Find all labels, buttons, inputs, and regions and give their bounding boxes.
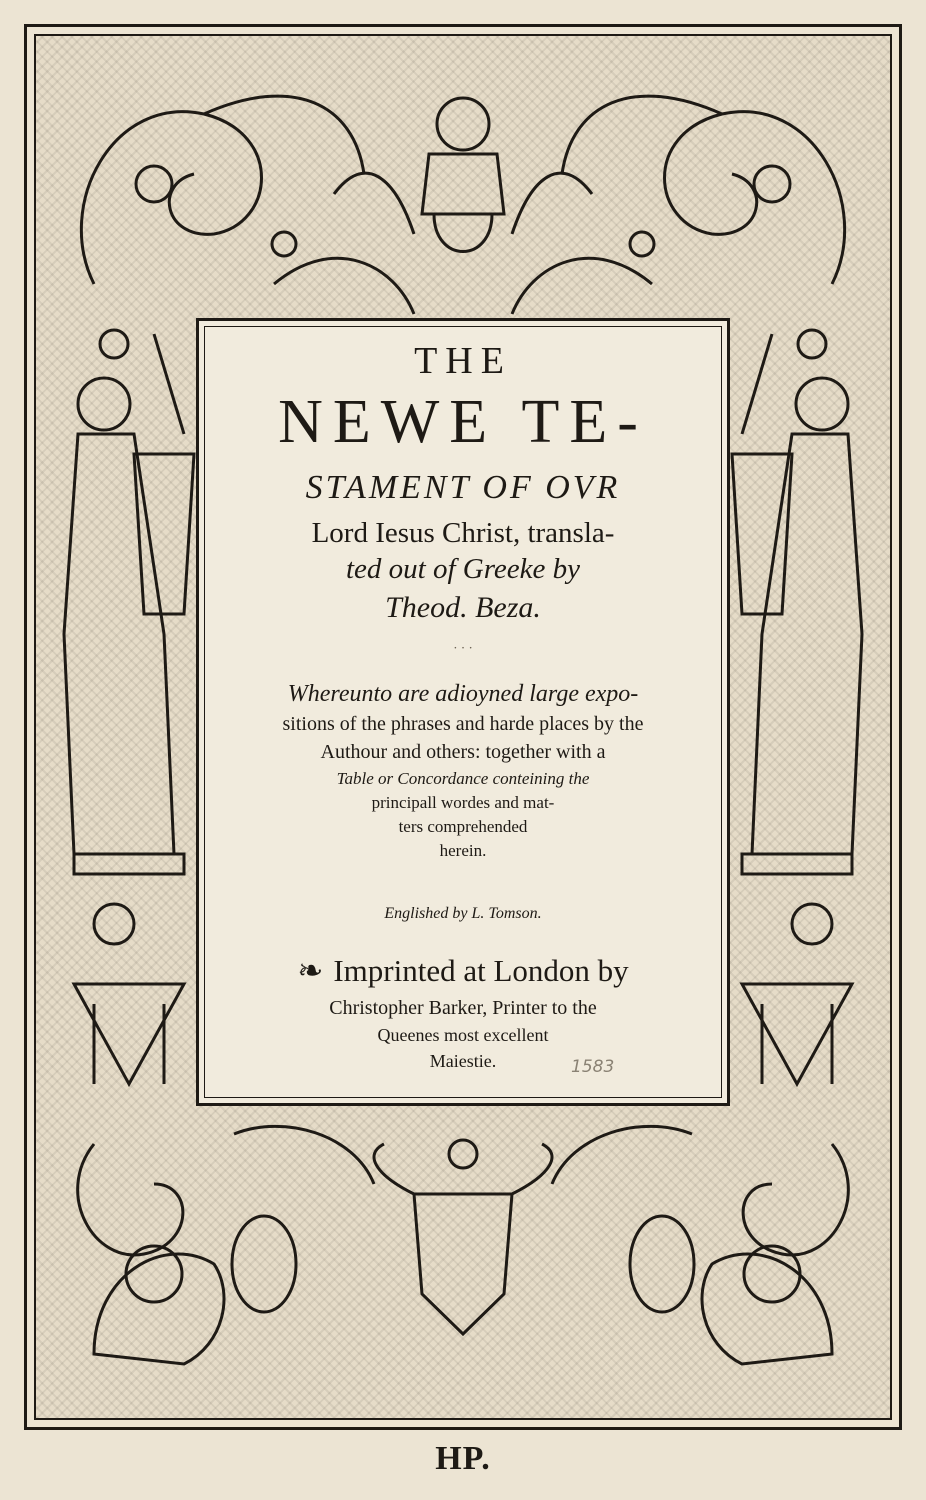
printer-line-queenes: Queenes most excellent <box>377 1025 549 1045</box>
imprint-text: Imprinted at London by <box>333 953 629 988</box>
subtitle-line-authour: Authour and others: together with a <box>320 741 606 763</box>
imprint-line <box>199 953 727 989</box>
title-text-panel <box>196 318 730 1106</box>
pencil-date-note: 1583 <box>571 1057 615 1077</box>
translator-line: Englished by L. Tomson. <box>384 905 542 922</box>
title-line-newe: NEWE TE- <box>278 388 648 456</box>
fleuron-icon: ❧ <box>297 953 324 988</box>
owner-monogram: HP. <box>435 1440 491 1477</box>
title-line-the: THE <box>414 340 512 382</box>
subtitle-line-ters: ters comprehended <box>398 817 528 836</box>
subtitle-line-table: Table or Concordance conteining the <box>336 769 590 788</box>
title-line-stament: STAMENT OF OVR <box>305 469 621 506</box>
subtitle-line-herein: herein. <box>439 841 487 860</box>
printer-line: Christopher Barker, Printer to the <box>329 997 597 1019</box>
title-line-lord: Lord Iesus Christ, transla- <box>311 517 615 549</box>
subtitle-line-principall: principall wordes and mat- <box>371 793 555 812</box>
subtitle-line-whereunto: Whereunto are adioyned large expo- <box>287 681 639 707</box>
title-line-ted: ted out of Greeke by <box>345 553 581 585</box>
title-line-theod: Theod. Beza. <box>385 591 541 624</box>
subtitle-line-sitions: sitions of the phrases and harde places by the <box>282 713 644 735</box>
divider-dots: · · · <box>453 641 473 655</box>
printer-line-maiestie: Maiestie. <box>429 1051 497 1071</box>
